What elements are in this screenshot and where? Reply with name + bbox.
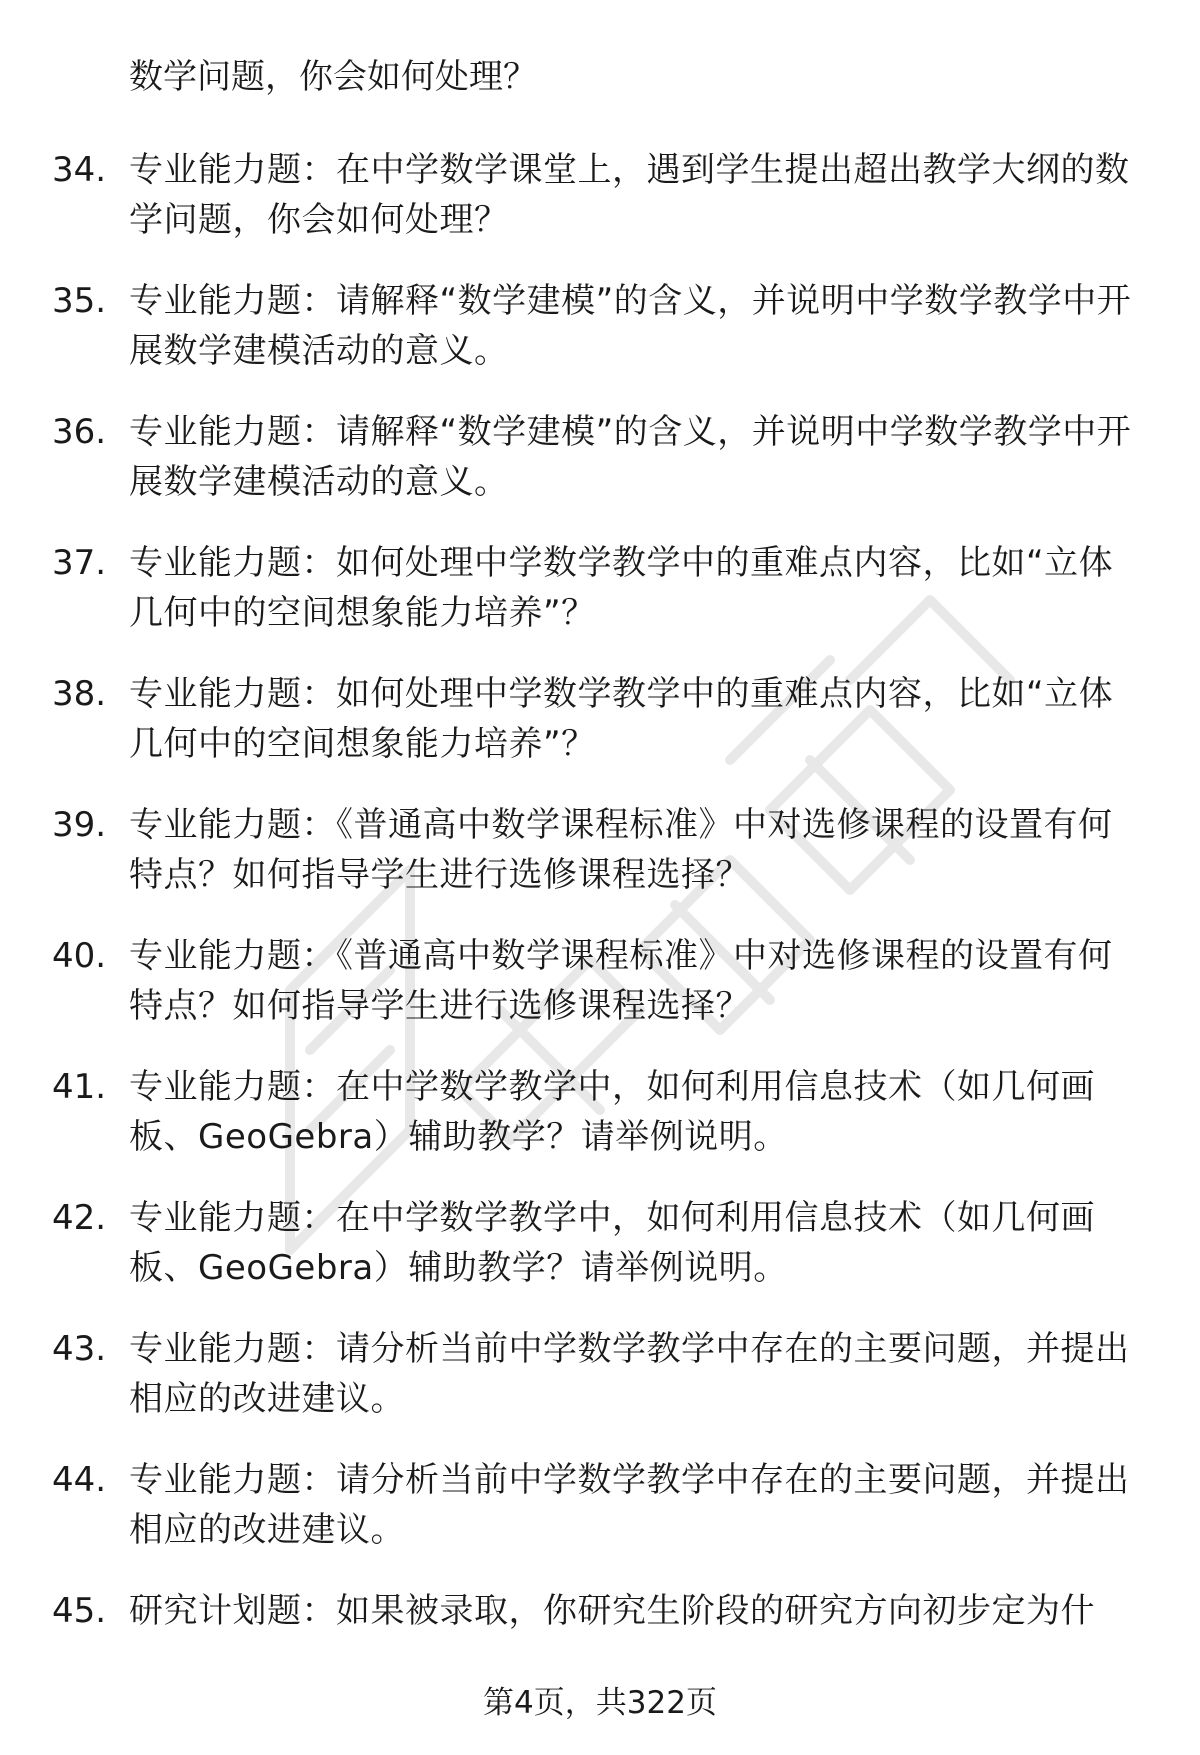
question-number: 41. (52, 1067, 107, 1107)
question-item (0, 407, 1200, 538)
question-text: 专业能力题：在中学数学教学中，如何利用信息技术（如几何画板、GeoGebra）辅助教学？请举例说明。 (129, 1067, 1095, 1157)
question-number: 34. (52, 150, 107, 190)
question-text: 专业能力题：《普通高中数学课程标准》中对选修课程的设置有何特点？如何指导学生进行选修课程选择？ (129, 805, 1113, 895)
question-text: 专业能力题：请解释“数学建模”的含义，并说明中学数学教学中开展数学建模活动的意义。 (129, 412, 1132, 502)
question-text: 专业能力题：在中学数学课堂上，遇到学生提出超出教学大纲的数学问题，你会如何处理？ (129, 150, 1130, 240)
question-list (0, 145, 1200, 1717)
question-item (0, 1193, 1200, 1324)
question-item (0, 931, 1200, 1062)
question-item (0, 276, 1200, 407)
question-number: 44. (52, 1460, 107, 1500)
question-item (0, 538, 1200, 669)
question-number: 35. (52, 281, 107, 321)
question-number: 37. (52, 543, 107, 583)
page-footer: 第4页，共322页 (483, 1685, 717, 1721)
question-item (0, 1455, 1200, 1586)
question-text: 专业能力题：《普通高中数学课程标准》中对选修课程的设置有何特点？如何指导学生进行选修课程选择？ (129, 936, 1113, 1026)
question-text: 专业能力题：如何处理中学数学教学中的重难点内容，比如“立体几何中的空间想象能力培养”？ (129, 674, 1114, 764)
question-number: 36. (52, 412, 107, 452)
question-item (0, 669, 1200, 800)
question-text: 专业能力题：请解释“数学建模”的含义，并说明中学数学教学中开展数学建模活动的意义。 (129, 281, 1132, 371)
question-item (0, 1324, 1200, 1455)
question-number: 40. (52, 936, 107, 976)
question-item (0, 145, 1200, 276)
question-number: 38. (52, 674, 107, 714)
question-text: 研究计划题：如果被录取，你研究生阶段的研究方向初步定为什 (129, 1591, 1095, 1631)
question-text: 专业能力题：在中学数学教学中，如何利用信息技术（如几何画板、GeoGebra）辅助教学？请举例说明。 (129, 1198, 1095, 1288)
question-number: 39. (52, 805, 107, 845)
question-text: 专业能力题：请分析当前中学数学教学中存在的主要问题，并提出相应的改进建议。 (129, 1329, 1130, 1419)
continuation-text: 数学问题，你会如何处理？ (129, 57, 537, 97)
question-text: 专业能力题：如何处理中学数学教学中的重难点内容，比如“立体几何中的空间想象能力培养”？ (129, 543, 1114, 633)
question-number: 45. (52, 1591, 107, 1631)
question-item (0, 800, 1200, 931)
question-text: 专业能力题：请分析当前中学数学教学中存在的主要问题，并提出相应的改进建议。 (129, 1460, 1130, 1550)
question-number: 42. (52, 1198, 107, 1238)
question-item (0, 1062, 1200, 1193)
question-number: 43. (52, 1329, 107, 1369)
